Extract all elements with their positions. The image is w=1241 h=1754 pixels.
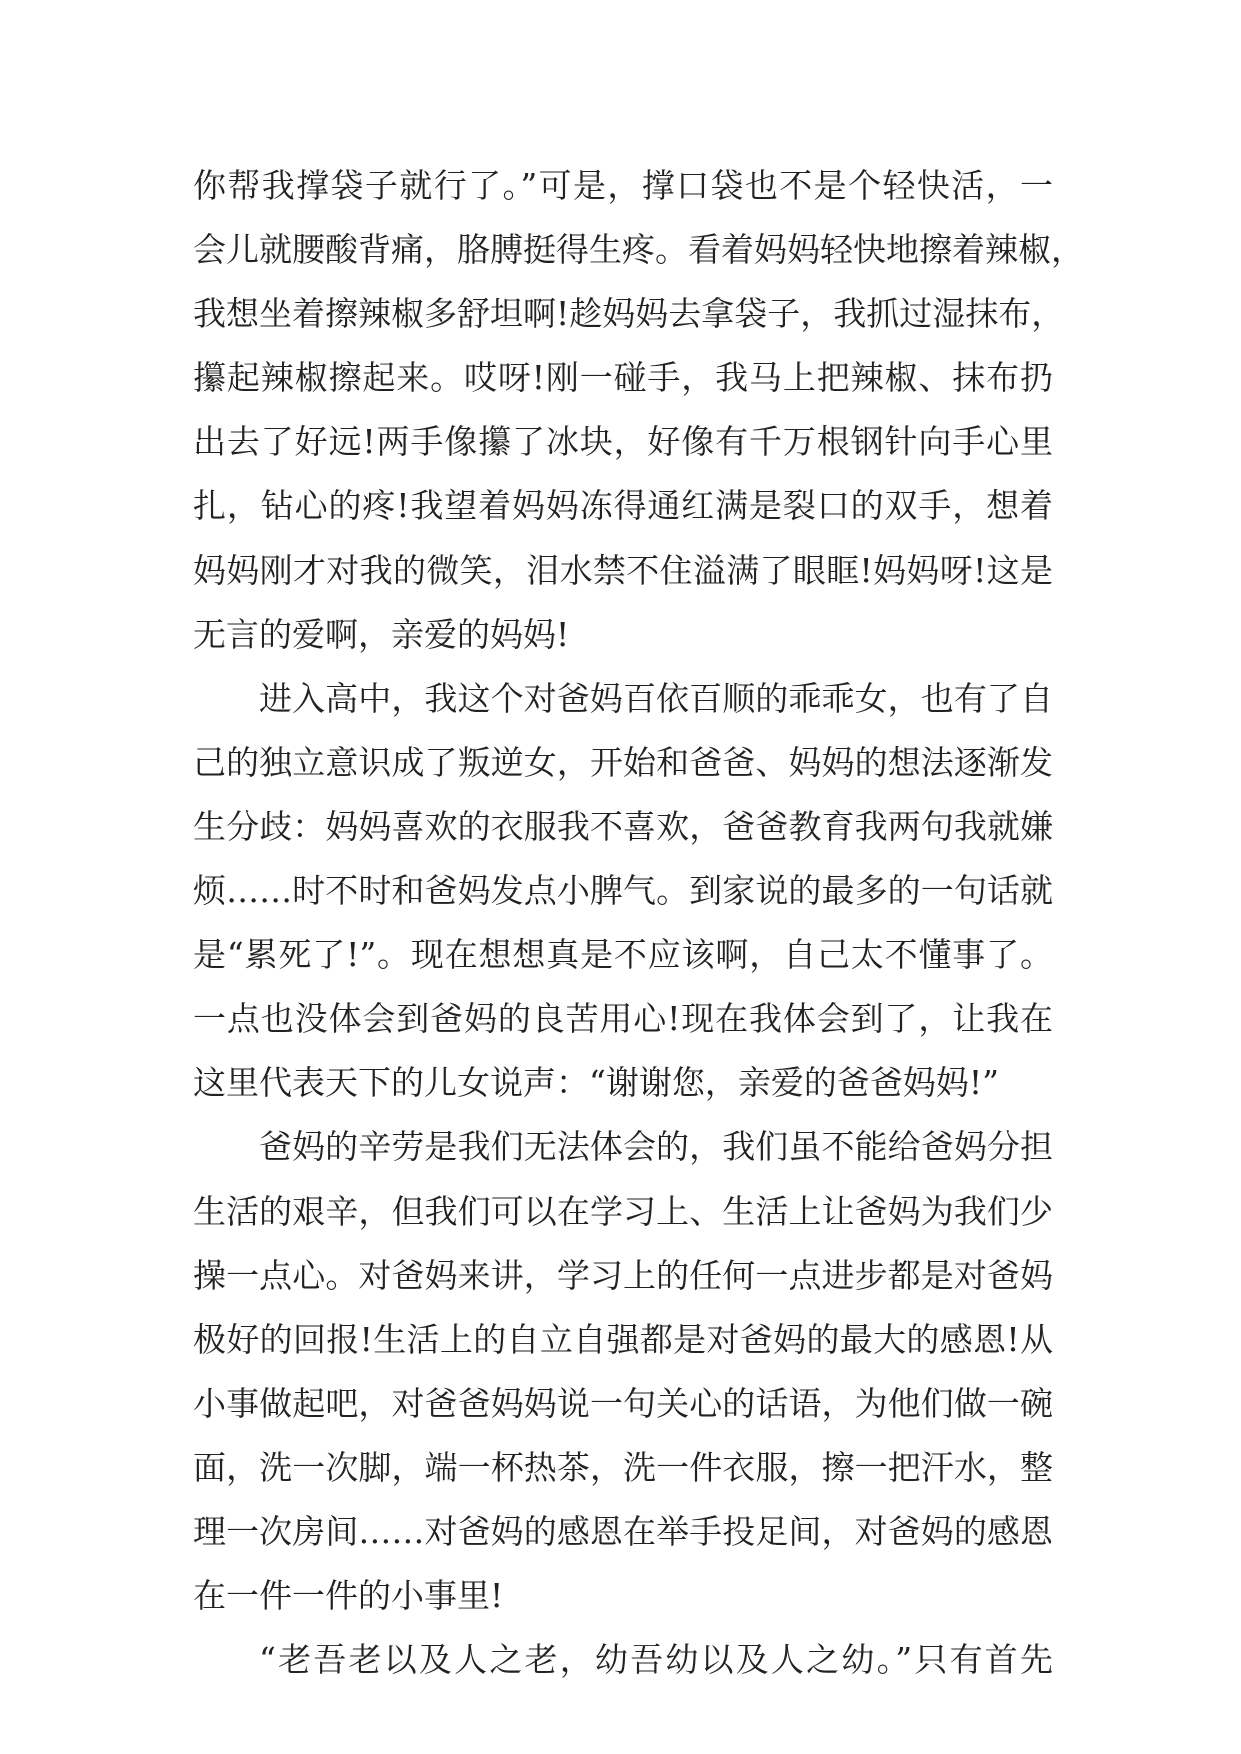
text-line: 是“累死了!”。现在想想真是不应该啊，自己太不懂事了。 [193,935,1053,975]
text-line: 面，洗一次脚，端一杯热茶，洗一件衣服，擦一把汗水，整 [193,1447,1053,1487]
text-line: 己的独立意识成了叛逆女，开始和爸爸、妈妈的想法逐渐发 [193,742,1053,782]
paragraph-start-line: “老吾老以及人之老，幼吾幼以及人之幼。”只有首先 [259,1640,1053,1680]
text-line: 妈妈刚才对我的微笑，泪水禁不住溢满了眼眶!妈妈呀!这是 [193,550,1053,590]
text-line: 极好的回报!生活上的自立自强都是对爸妈的最大的感恩!从 [193,1319,1053,1359]
text-line: 操一点心。对爸妈来讲，学习上的任何一点进步都是对爸妈 [193,1255,1053,1295]
text-line: 你帮我撑袋子就行了。”可是，撑口袋也不是个轻快活，一 [193,166,1053,205]
body-text [193,154,1084,1692]
text-line: 生分歧：妈妈喜欢的衣服我不喜欢，爸爸教育我两句我就嫌 [193,806,1053,846]
text-line: 这里代表天下的儿女说声：“谢谢您，亲爱的爸爸妈妈!” [193,1063,1000,1103]
text-line: 在一件一件的小事里! [193,1576,504,1616]
text-line: 理一次房间……对爸妈的感恩在举手投足间，对爸妈的感恩 [193,1511,1053,1551]
text-line: 烦……时不时和爸妈发点小脾气。到家说的最多的一句话就 [193,871,1053,911]
text-line: 攥起辣椒擦起来。哎呀!刚一碰手，我马上把辣椒、抹布扔 [193,358,1053,398]
text-line: 一点也没体会到爸妈的良苦用心!现在我体会到了，让我在 [193,999,1053,1039]
paragraph-start-line: 爸妈的辛劳是我们无法体会的，我们虽不能给爸妈分担 [259,1127,1053,1167]
text-line: 会儿就腰酸背痛，胳膊挺得生疼。看着妈妈轻快地擦着辣椒， [193,230,1084,270]
text-line: 生活的艰辛，但我们可以在学习上、生活上让爸妈为我们少 [193,1191,1053,1231]
text-line: 扎，钻心的疼!我望着妈妈冻得通红满是裂口的双手，想着 [193,486,1053,526]
text-line: 小事做起吧，对爸爸妈妈说一句关心的话语，为他们做一碗 [193,1383,1053,1423]
text-line: 无言的爱啊，亲爱的妈妈! [193,614,570,654]
text-line: 我想坐着擦辣椒多舒坦啊!趁妈妈去拿袋子，我抓过湿抹布， [193,294,1065,334]
text-line: 出去了好远!两手像攥了冰块，好像有千万根钢针向手心里 [193,422,1053,462]
paragraph-start-line: 进入高中，我这个对爸妈百依百顺的乖乖女，也有了自 [259,678,1053,718]
